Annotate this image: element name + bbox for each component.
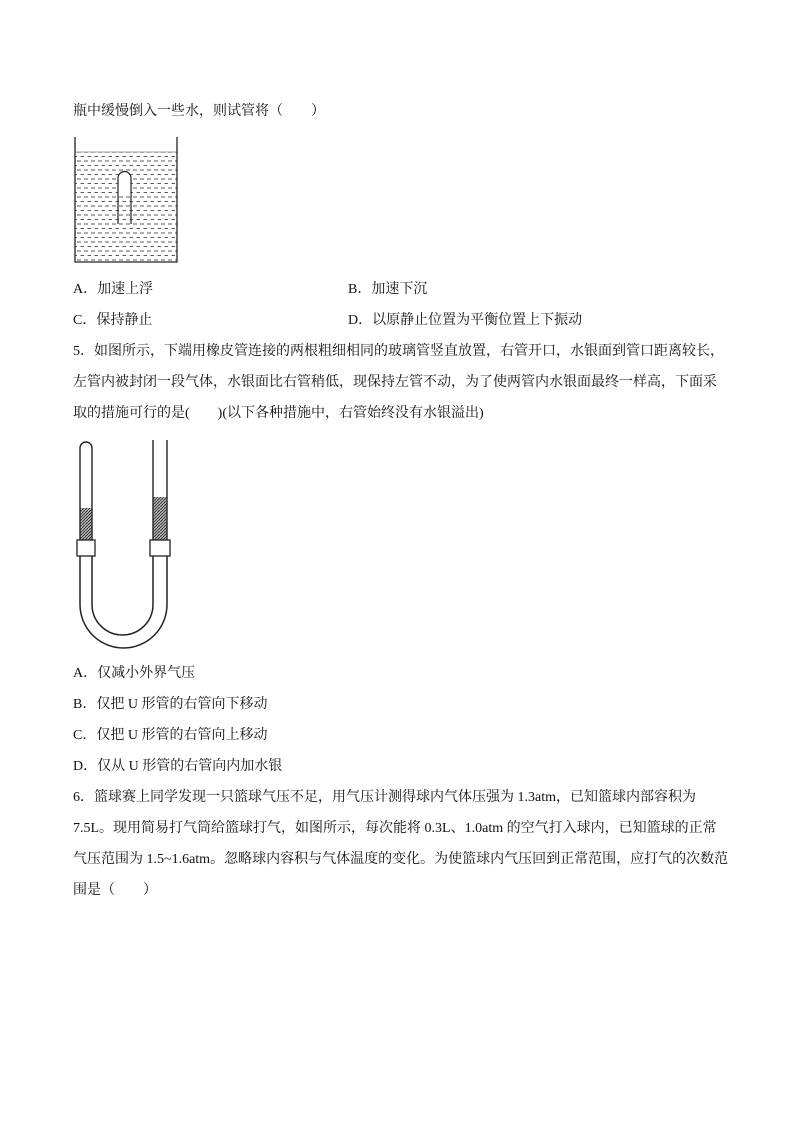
beaker-with-test-tube-figure	[70, 132, 185, 267]
test-tube-air	[118, 172, 131, 195]
q4-option-d: D．以原静止位置为平衡位置上下振动	[348, 313, 583, 328]
rubber-connector-left	[77, 540, 95, 556]
q4-option-a: A．加速上浮	[73, 282, 154, 297]
rubber-connector-right	[150, 540, 170, 556]
q4-stem: 瓶中缓慢倒入一些水，则试管将（ ）	[73, 104, 325, 119]
q4-option-c: C．保持静止	[73, 313, 153, 328]
q6-stem-line-4: 围是（ ）	[73, 883, 157, 898]
q5-option-c: C．仅把 U 形管的右管向上移动	[73, 728, 268, 743]
q6-stem-line-3: 气压范围为 1.5~1.6atm。忽略球内容积与气体温度的变化。为使篮球内气压回到正常范围，应打气的次数范	[73, 852, 729, 867]
q6-stem-line-1: 6．篮球赛上同学发现一只篮球气压不足，用气压计测得球内气体压强为 1.3atm，已知篮球内部容积为	[73, 790, 696, 805]
q5-option-b: B．仅把 U 形管的右管向下移动	[73, 697, 268, 712]
mercury-right	[153, 497, 167, 540]
mercury-left	[80, 508, 92, 540]
q6-stem-line-2: 7.5L。现用简易打气筒给篮球打气，如图所示，每次能将 0.3L、1.0atm 的空气打入球内，已知篮球的正常	[73, 821, 717, 836]
q5-option-a: A．仅减小外界气压	[73, 666, 196, 681]
u-tube-figure	[70, 435, 180, 655]
u-bend-inner	[92, 556, 153, 635]
q4-option-b: B．加速下沉	[348, 282, 428, 297]
q5-option-d: D．仅从 U 形管的右管向内加水银	[73, 759, 283, 774]
q5-stem-line-3: 取的措施可行的是( )(以下各种措施中，右管始终没有水银溢出)	[73, 406, 484, 421]
q5-stem-line-2: 左管内被封闭一段气体，水银面比右管稍低，现保持左管不动，为了使两管内水银面最终一样高，下面采	[73, 375, 717, 390]
u-bend-outer	[80, 556, 167, 648]
water	[75, 152, 177, 262]
q5-stem-line-1: 5．如图所示，下端用橡皮管连接的两根粗细相同的玻璃管竖直放置，右管开口，水银面到管口距离较长，	[73, 344, 724, 359]
